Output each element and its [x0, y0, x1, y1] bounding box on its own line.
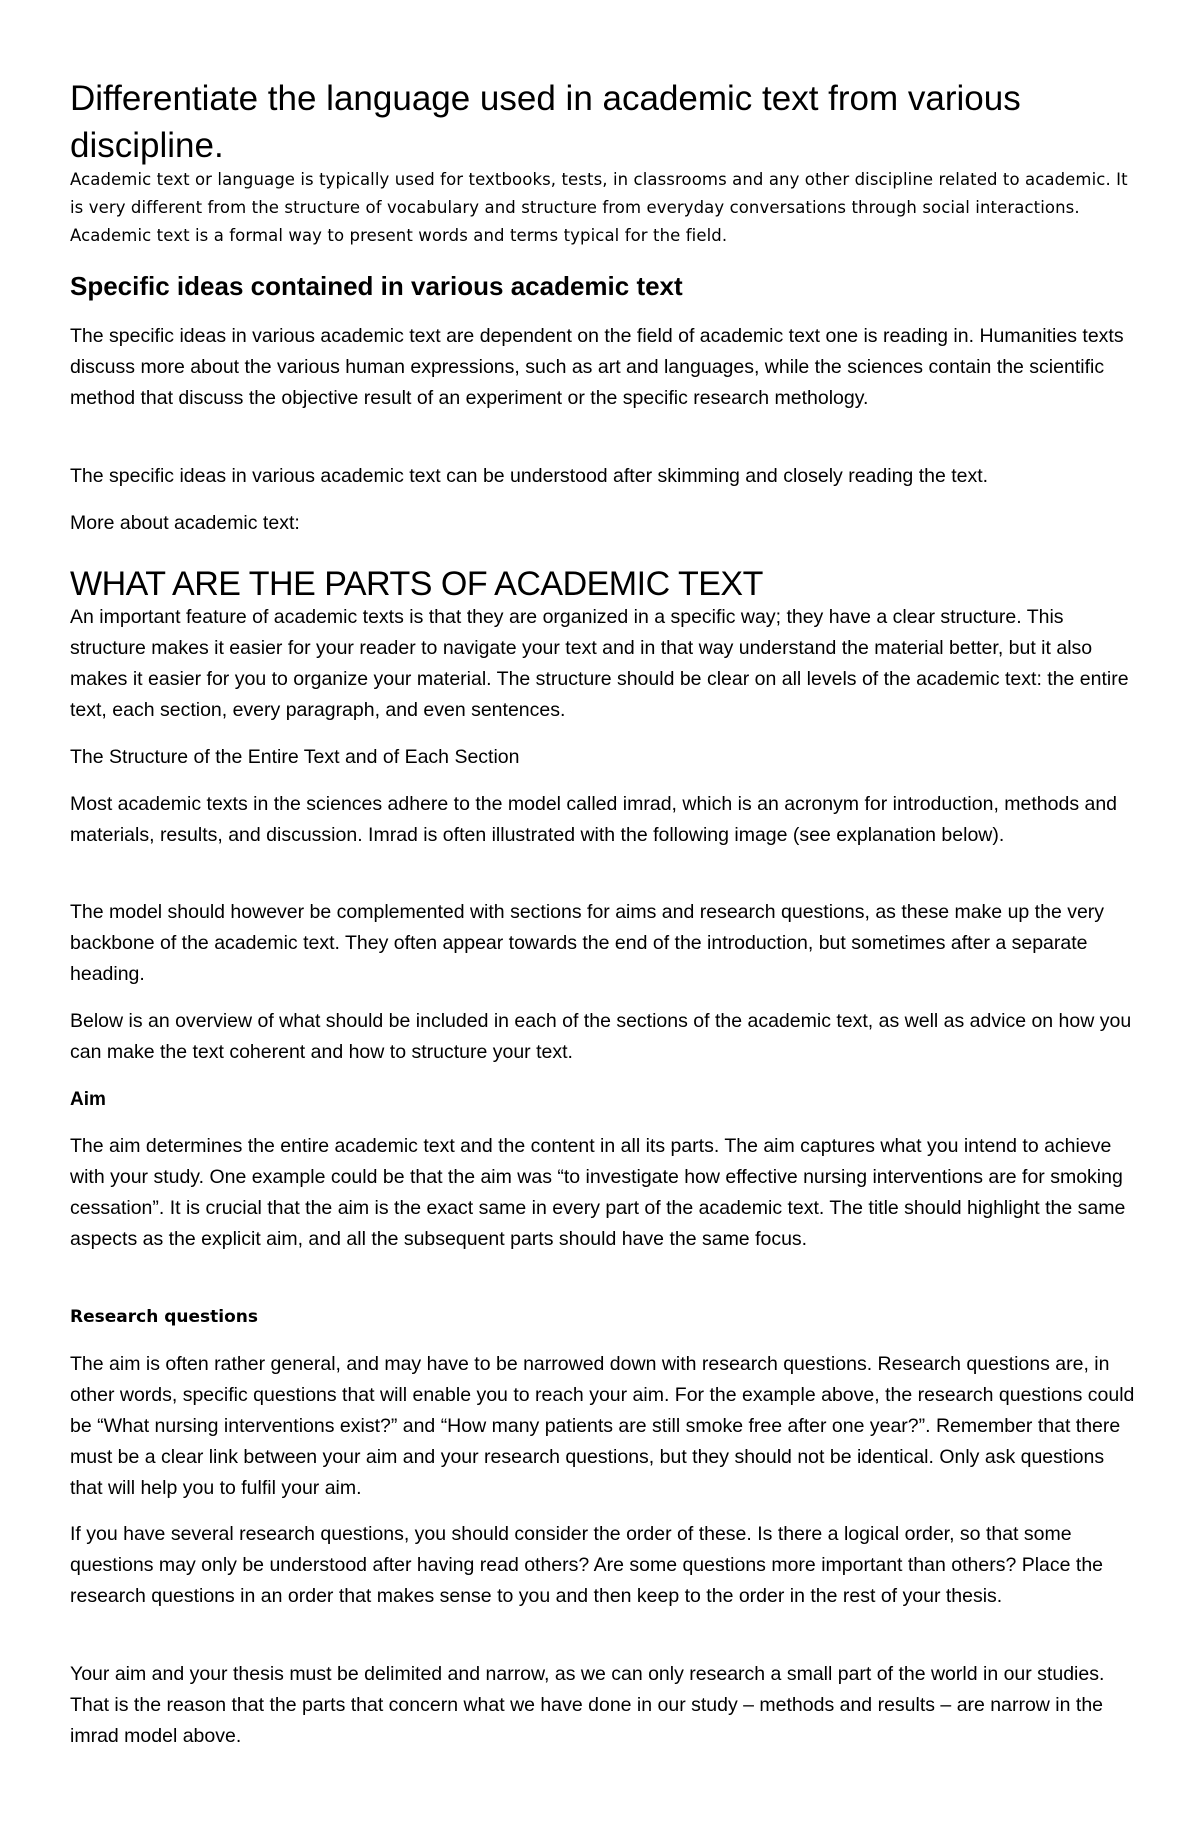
section-heading-specific-ideas: Specific ideas contained in various academic text — [70, 271, 683, 301]
paragraph-aim: The aim determines the entire academic text and the content in all its parts. The aim captures what you intend to achieve with your study. One example could be that the aim was “to investigate how effective nursing interventions are for smoking cessation”. It is crucial that the aim is the exact same in every part of the academic text. The title should highlight the same aspects as the explicit aim, and all the subsequent parts should have the same focus. — [70, 1135, 1126, 1250]
paragraph-research-questions-2: If you have several research questions, you should consider the order of these. Is there a logical order, so that some questions may only be understood after having read others? Are some questions more important than others? Place the research questions in an order that makes sense to you and then keep to the order in the rest of your thesis. — [70, 1523, 1104, 1607]
paragraph-imrad: Most academic texts in the sciences adhere to the model called imrad, which is an acronym for introduction, methods and materials, results, and discussion. Imrad is often illustrated with the following image (see explanation below). — [70, 793, 1118, 846]
paragraph-more-about: More about academic text: — [70, 512, 300, 534]
paragraph-specific-ideas-1: The specific ideas in various academic text are dependent on the field of academic text one is reading in. Humanities texts discuss more about the various human expressions, such as art and languages, while the sciences contain the scientific method that discuss the objective result of an experiment or the specific research methology. — [70, 325, 1124, 409]
paragraph-specific-ideas-2: The specific ideas in various academic text can be understood after skimming and closely reading the text. — [70, 465, 989, 487]
paragraph-parts-1: An important feature of academic texts is that they are organized in a specific way; they have a clear structure. This structure makes it easier for your reader to navigate your text and in that way understand the material better, but it also makes it easier for you to organize your material. The structure should be clear on all levels of the academic text: the entire text, each section, every paragraph, and even sentences. — [70, 606, 1129, 721]
paragraph-research-questions-1: The aim is often rather general, and may have to be narrowed down with research questions. Research questions are, in other words, specific questions that will enable you to reach your aim. For the example above, the research questions could be “What nursing interventions exist?” and “How many patients are still smoke free after one year?”. Remember that there must be a clear link between your aim and your research questions, but they should not be identical. Only ask questions that will help you to fulfil your aim. — [70, 1353, 1135, 1499]
subheading-aim: Aim — [70, 1089, 106, 1110]
section-heading-parts: WHAT ARE THE PARTS OF ACADEMIC TEXT — [70, 565, 763, 603]
page-title: Differentiate the language used in academic text from various discipline. — [70, 79, 1021, 165]
paragraph-research-questions-3: Your aim and your thesis must be delimited and narrow, as we can only research a small part of the world in our studies. That is the reason that the parts that concern what we have done in our study – methods and results – are narrow in the imrad model above. — [70, 1663, 1105, 1747]
paragraph-structure-heading: The Structure of the Entire Text and of Each Section — [70, 746, 520, 768]
paragraph-overview: Below is an overview of what should be included in each of the sections of the academic text, as well as advice on how you can make the text coherent and how to structure your text. — [70, 1010, 1132, 1063]
intro-paragraph: Academic text or language is typically used for textbooks, tests, in classrooms and any other discipline related to academic. It is very different from the structure of vocabulary and structure from everyday conversations through social interactions. Academic text is a formal way to present words and terms typical for the field. — [70, 170, 1128, 245]
subheading-research-questions: Research questions — [70, 1307, 258, 1327]
paragraph-model: The model should however be complemented with sections for aims and research questions, as these make up the very backbone of the academic text. They often appear towards the end of the introduction, but sometimes after a separate heading. — [70, 901, 1105, 985]
